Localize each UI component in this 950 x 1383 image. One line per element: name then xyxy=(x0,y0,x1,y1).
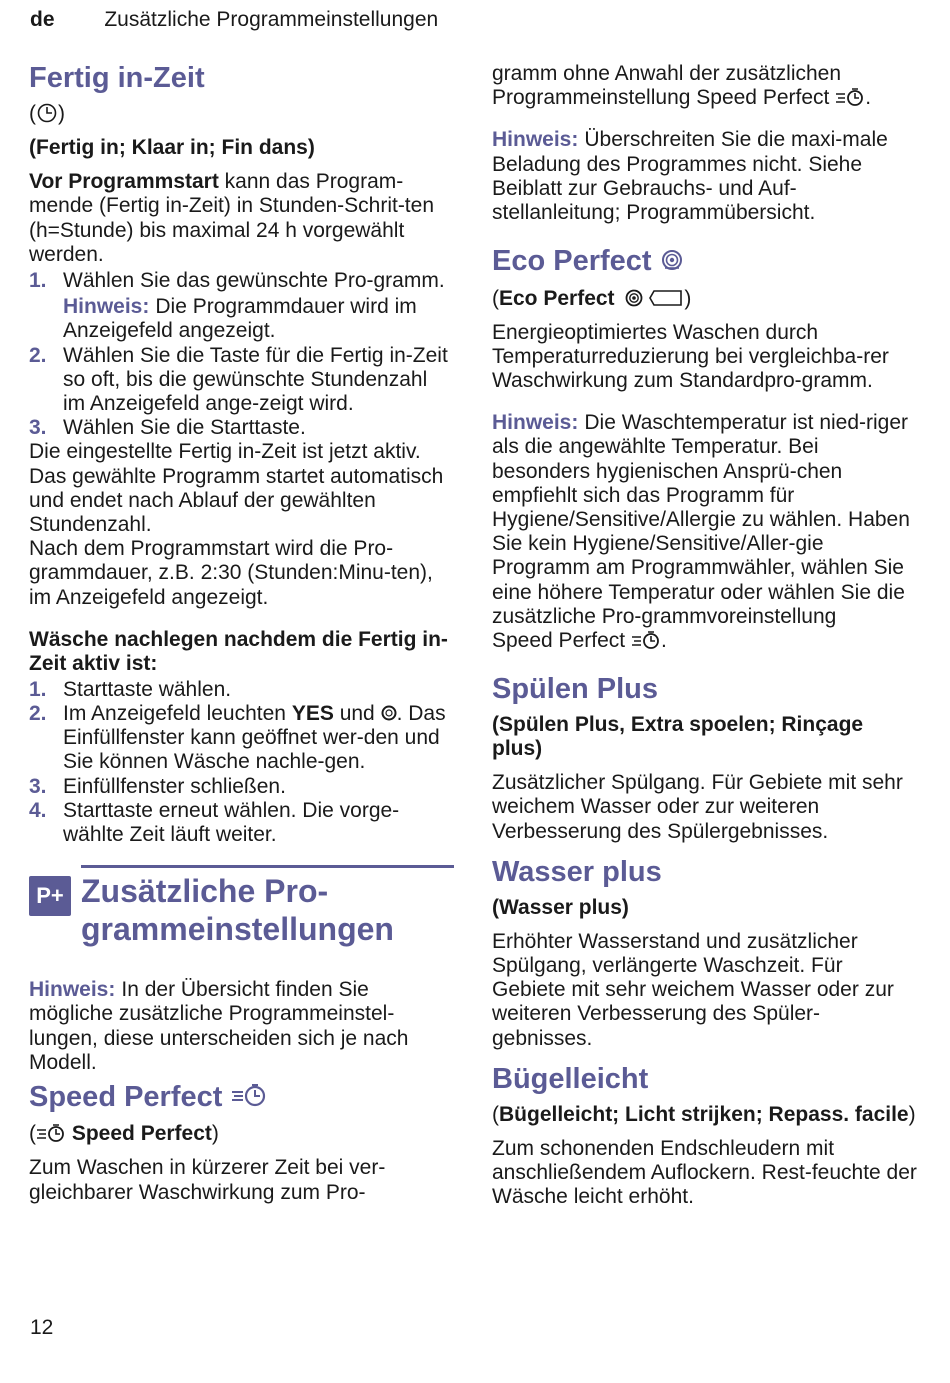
list-item xyxy=(29,678,454,702)
fertig-intro xyxy=(29,170,454,267)
list-item xyxy=(29,269,454,344)
page-number: 12 xyxy=(30,1316,54,1339)
list-item xyxy=(29,775,454,799)
p-plus-badge: P+ xyxy=(29,876,71,916)
zusatz-section xyxy=(36,865,454,948)
step-text: Einfüllfenster schließen. xyxy=(63,774,286,798)
list-item xyxy=(29,344,454,417)
eco-alt-name: Eco Perfect xyxy=(499,286,615,310)
step-note xyxy=(63,295,454,343)
speed-text: Zum Waschen in kürzerer Zeit bei ver-gleichbarer Waschwirkung zum Pro- xyxy=(29,1156,386,1204)
list-item xyxy=(29,799,454,847)
speed-title: Speed Perfect xyxy=(29,1081,223,1114)
spuelen-title: Spülen Plus xyxy=(492,673,658,706)
speed-text-continued xyxy=(492,62,917,110)
speed-note xyxy=(492,128,917,225)
reload-steps xyxy=(29,678,454,847)
speed-perfect-icon xyxy=(631,630,661,650)
spuelen-text: Zusätzlicher Spülgang. Für Gebiete mit sehr weichem Wasser oder zur weiteren Verbesserung des Spülergebnisses. xyxy=(492,771,903,843)
list-item xyxy=(29,416,454,440)
note-label: Hinweis: xyxy=(492,128,579,152)
fertig-after-steps: Die eingestellte Fertig in-Zeit ist jetzt aktiv. Das gewählte Programm startet automatisch und endet nach Ablauf der gewählten Stundenzahl. xyxy=(29,440,444,537)
zusatz-title xyxy=(81,868,454,948)
paren-close: ) xyxy=(684,286,692,310)
clock-icon xyxy=(37,103,57,123)
button-shape-icon xyxy=(648,288,684,308)
eco-alt-names xyxy=(492,287,917,311)
zusatz-note xyxy=(29,978,454,1075)
fertig-intro-bold: Vor Programmstart xyxy=(29,170,219,194)
yes-label: YES xyxy=(291,702,334,726)
note-text: In der Übersicht finden Sie mögliche zusätzliche Programmeinstel-lungen, diese unterscheiden sich je nach Modell. xyxy=(29,978,409,1074)
speed-perfect-icon xyxy=(36,1123,66,1143)
header-title: Zusätzliche Programmeinstellungen xyxy=(104,8,439,31)
step-number: 3. xyxy=(29,774,47,798)
step-text: . Das Einfüllfenster kann geöffnet wer-den und Sie können Wäsche nachle-gen. xyxy=(63,702,446,774)
buegel-title: Bügelleicht xyxy=(492,1062,649,1095)
eco-title-row xyxy=(492,243,917,280)
speed-text-cont: gramm ohne Anwahl der zusätzlichen Programmeinstellung Speed Perfect xyxy=(492,62,842,110)
step-text: Wählen Sie die Taste für die Fertig in-Zeit so oft, bis die gewünschte Stundenzahl im Anzeigefeld ange-zeigt wird. xyxy=(63,343,448,416)
eco-title: Eco Perfect xyxy=(492,245,652,278)
fertig-intro-rest: kann das Program-mende (Fertig in-Zeit) in Stunden-Schrit-ten (h=Stunde) bis maximal 24 h vorgewählt werden. xyxy=(29,170,434,266)
fertig-alt-names: (Fertig in; Klaar in; Fin dans) xyxy=(29,136,315,160)
step-text: Wählen Sie das gewünschte Pro-gramm. xyxy=(63,269,445,293)
list-item xyxy=(29,702,454,775)
paren-open: ( xyxy=(492,1102,499,1126)
speed-perfect-icon xyxy=(835,87,865,107)
left-column xyxy=(29,60,454,1205)
step-number: 3. xyxy=(29,416,47,440)
step-text: Im Anzeigefeld leuchten xyxy=(63,702,292,726)
step-number: 1. xyxy=(29,677,47,701)
paren-open: ( xyxy=(492,286,499,310)
paren-close: ) xyxy=(908,1102,916,1126)
buegel-alt-text: Bügelleicht; Licht strijken; Repass. facile xyxy=(499,1102,909,1126)
language-code: de xyxy=(30,8,55,31)
note-text: Die Waschtemperatur ist nied-riger als die angewählte Temperatur. Bei besonders hygienischen Ansprü-chen empfiehlt sich das Programm für Hygiene/Sensitive/Allergie zu wählen. Haben Sie kein Hygiene/Sensitive/Aller-gie Programm am Programmwähler, wählen Sie eine höhere Temperatur oder wählen Sie die zusätzliche Pro-grammvoreinstellung xyxy=(492,411,910,628)
right-column xyxy=(492,62,917,1209)
paren-open: ( xyxy=(29,1122,36,1146)
fertig-steps xyxy=(29,269,454,440)
paren-close: ) xyxy=(211,1122,219,1146)
step-number: 4. xyxy=(29,798,47,822)
speed-alt-name: Speed Perfect xyxy=(71,1122,212,1146)
fertig-title: Fertig in-Zeit xyxy=(29,62,205,94)
step-number: 2. xyxy=(29,702,47,726)
period: . xyxy=(660,629,667,652)
note-label: Hinweis: xyxy=(492,411,579,435)
eco-perfect-icon xyxy=(624,288,644,308)
note-text: Überschreiten Sie die maxi-male Beladung des Programmes nicht. Siehe Beiblatt zur Gebrauchs- und Auf-stellanleitung; Programmübersicht. xyxy=(492,128,888,225)
lock-circle-icon xyxy=(381,705,397,721)
step-number: 2. xyxy=(29,343,47,367)
wasser-alt-names: (Wasser plus) xyxy=(492,895,629,919)
spuelen-alt-names: (Spülen Plus, Extra spoelen; Rinçage plus) xyxy=(492,713,864,761)
step-text: Starttaste wählen. xyxy=(63,677,232,701)
zusatz-title-line2: grammeinstellungen xyxy=(81,911,394,948)
buegel-alt-names xyxy=(492,1103,917,1127)
speed-alt-names xyxy=(29,1122,454,1146)
speed-title-row xyxy=(29,1079,454,1116)
speed-perfect-icon xyxy=(230,1080,268,1116)
step-text: und xyxy=(333,702,381,726)
page-header xyxy=(30,8,438,32)
step-text: Starttaste erneut wählen. Die vorge-wählte Zeit läuft weiter. xyxy=(63,798,400,847)
buegel-text: Zum schonenden Endschleudern mit anschließendem Auflockern. Rest-feuchte der Wäsche leicht erhöht. xyxy=(492,1136,917,1209)
eco-perfect-icon xyxy=(660,245,684,281)
period: . xyxy=(865,86,872,110)
step-text: Wählen Sie die Starttaste. xyxy=(63,416,306,440)
zusatz-title-line1: Zusätzliche Pro- xyxy=(81,873,329,910)
eco-note xyxy=(492,411,917,653)
note-text: Die Programmdauer wird im Anzeigefeld angezeigt. xyxy=(63,295,417,343)
fertig-symbol-line: ( ) xyxy=(29,102,65,125)
note-label: Hinweis: xyxy=(63,295,150,319)
eco-text: Energieoptimiertes Waschen durch Temperaturreduzierung bei vergleichba-rer Waschwirkung zum Standardpro-gramm. xyxy=(492,320,889,392)
note-label: Hinweis: xyxy=(29,978,116,1002)
wasser-title: Wasser plus xyxy=(492,855,662,888)
step-number: 1. xyxy=(29,269,47,293)
note-tail: Speed Perfect xyxy=(492,629,626,652)
reload-title: Wäsche nachlegen nachdem die Fertig in-Zeit aktiv ist: xyxy=(29,627,448,675)
fertig-after-start: Nach dem Programmstart wird die Pro-grammdauer, z.B. 2:30 (Stunden:Minu-ten), im Anzeigefeld angezeigt. xyxy=(29,537,433,609)
wasser-text: Erhöhter Wasserstand und zusätzlicher Spülgang, verlängerte Waschzeit. Für Gebiete mit sehr weichem Wasser oder zur weiteren Verbesserung des Spüler-gebnisses. xyxy=(492,929,894,1050)
